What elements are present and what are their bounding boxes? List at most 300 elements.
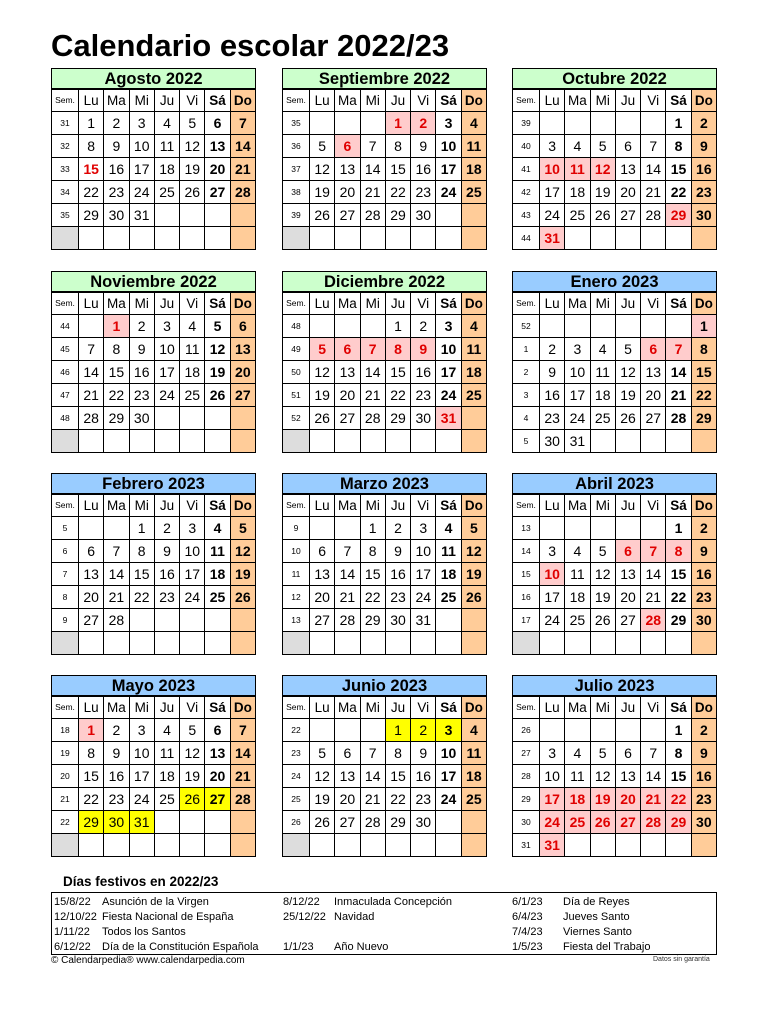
weekday-header: Ma [335, 697, 360, 719]
day-cell: 16 [129, 361, 154, 384]
month-calendar [512, 68, 717, 250]
day-cell [180, 430, 205, 453]
week-number: 44 [52, 315, 79, 338]
day-cell: 21 [79, 384, 104, 407]
weekday-header: Lu [310, 90, 335, 112]
day-cell: 15 [129, 563, 154, 586]
holiday-column [283, 895, 452, 955]
day-cell: 31 [565, 430, 590, 453]
day-cell: 14 [360, 158, 385, 181]
day-cell [154, 430, 179, 453]
weekday-header: Sá [666, 495, 691, 517]
day-cell [310, 430, 335, 453]
day-cell: 16 [691, 158, 716, 181]
day-cell: 30 [691, 204, 716, 227]
day-cell: 7 [360, 135, 385, 158]
day-cell: 2 [385, 517, 410, 540]
holiday-item [512, 925, 650, 940]
day-cell: 5 [180, 112, 205, 135]
day-cell [230, 609, 255, 632]
holiday-item [54, 910, 259, 925]
day-cell: 22 [104, 384, 129, 407]
holiday-item [54, 940, 259, 955]
weekday-header: Do [691, 293, 716, 315]
weekday-header: Ju [615, 697, 640, 719]
holiday-name: Navidad [334, 911, 375, 923]
month-title: Diciembre 2022 [282, 271, 487, 292]
day-cell [230, 834, 255, 857]
day-cell: 14 [230, 742, 255, 765]
day-cell: 2 [691, 719, 716, 742]
day-cell: 22 [385, 181, 410, 204]
day-cell: 3 [411, 517, 436, 540]
day-cell: 21 [641, 788, 666, 811]
day-cell: 13 [641, 361, 666, 384]
day-cell: 18 [154, 765, 179, 788]
day-cell: 26 [230, 586, 255, 609]
day-cell: 29 [666, 609, 691, 632]
day-cell: 6 [615, 540, 640, 563]
day-cell: 18 [205, 563, 230, 586]
week-number: 29 [513, 788, 540, 811]
day-cell [180, 204, 205, 227]
day-cell: 26 [310, 811, 335, 834]
week-number: 12 [283, 586, 310, 609]
day-cell [104, 227, 129, 250]
weekday-header: Ju [615, 90, 640, 112]
month-title: Noviembre 2022 [51, 271, 256, 292]
day-cell: 17 [154, 361, 179, 384]
day-cell [666, 430, 691, 453]
day-cell: 30 [540, 430, 565, 453]
week-number-header: Sem. [52, 90, 79, 112]
weekday-header: Lu [79, 495, 104, 517]
day-cell: 8 [385, 135, 410, 158]
day-cell: 26 [180, 181, 205, 204]
day-cell: 16 [385, 563, 410, 586]
day-cell [154, 204, 179, 227]
day-cell: 23 [691, 788, 716, 811]
month-title: Agosto 2022 [51, 68, 256, 89]
weekday-header: Ju [615, 293, 640, 315]
day-cell: 6 [205, 719, 230, 742]
day-cell: 13 [205, 135, 230, 158]
day-cell [180, 407, 205, 430]
weekday-header: Vi [641, 293, 666, 315]
weekday-header: Do [461, 495, 486, 517]
holiday-name: Fiesta del Trabajo [563, 941, 651, 953]
day-cell [310, 112, 335, 135]
day-cell: 4 [180, 315, 205, 338]
day-cell [205, 609, 230, 632]
day-cell: 18 [461, 158, 486, 181]
month-title: Septiembre 2022 [282, 68, 487, 89]
weekday-header: Do [230, 293, 255, 315]
weekday-header: Vi [641, 495, 666, 517]
day-cell: 14 [104, 563, 129, 586]
day-cell: 17 [436, 158, 461, 181]
day-cell [79, 430, 104, 453]
holiday-name: Día de la Constitución Española [102, 941, 259, 953]
weekday-header: Mi [129, 495, 154, 517]
week-number: 49 [283, 338, 310, 361]
day-cell [615, 227, 640, 250]
day-cell: 17 [180, 563, 205, 586]
day-cell: 27 [230, 384, 255, 407]
weekday-header: Mi [590, 293, 615, 315]
holiday-date: 1/1/23 [283, 941, 314, 953]
month-calendar [282, 675, 487, 857]
day-cell [461, 407, 486, 430]
week-number: 31 [52, 112, 79, 135]
day-cell: 5 [615, 338, 640, 361]
day-cell: 10 [436, 338, 461, 361]
day-cell [641, 315, 666, 338]
day-cell [360, 112, 385, 135]
day-cell [205, 407, 230, 430]
day-cell: 23 [104, 788, 129, 811]
holiday-name: Jueves Santo [563, 911, 630, 923]
day-cell [461, 430, 486, 453]
day-cell: 18 [461, 765, 486, 788]
day-cell: 12 [590, 158, 615, 181]
day-cell: 16 [691, 765, 716, 788]
day-cell: 19 [310, 788, 335, 811]
holiday-item [283, 910, 452, 925]
holiday-name: Viernes Santo [563, 926, 632, 938]
day-cell [615, 315, 640, 338]
day-cell: 26 [310, 407, 335, 430]
day-cell: 1 [666, 517, 691, 540]
day-cell [436, 834, 461, 857]
day-cell [666, 632, 691, 655]
day-cell: 29 [691, 407, 716, 430]
day-cell [104, 834, 129, 857]
day-cell: 1 [360, 517, 385, 540]
weekday-header: Sá [436, 90, 461, 112]
day-cell: 3 [565, 338, 590, 361]
day-cell [154, 227, 179, 250]
day-cell: 15 [385, 765, 410, 788]
day-cell [154, 811, 179, 834]
day-cell: 1 [129, 517, 154, 540]
weekday-header: Ju [385, 90, 410, 112]
day-cell: 11 [461, 135, 486, 158]
day-cell [691, 632, 716, 655]
day-cell [461, 227, 486, 250]
day-cell: 11 [461, 742, 486, 765]
holiday-column [512, 895, 650, 955]
day-cell: 13 [230, 338, 255, 361]
week-number: 22 [283, 719, 310, 742]
day-cell: 27 [335, 407, 360, 430]
day-cell [565, 632, 590, 655]
day-cell [461, 609, 486, 632]
holiday-date: 6/4/23 [512, 911, 543, 923]
day-cell [180, 609, 205, 632]
day-cell: 4 [461, 315, 486, 338]
week-number: 22 [52, 811, 79, 834]
week-number: 18 [52, 719, 79, 742]
day-cell: 15 [666, 158, 691, 181]
day-cell [205, 204, 230, 227]
week-number: 33 [52, 158, 79, 181]
day-cell: 14 [641, 158, 666, 181]
day-cell: 8 [360, 540, 385, 563]
holiday-item [512, 910, 650, 925]
day-cell: 3 [154, 315, 179, 338]
day-cell [691, 430, 716, 453]
day-cell: 8 [79, 135, 104, 158]
week-number: 9 [283, 517, 310, 540]
week-number: 45 [52, 338, 79, 361]
day-cell [411, 632, 436, 655]
day-cell: 7 [79, 338, 104, 361]
week-number [283, 227, 310, 250]
week-number: 21 [52, 788, 79, 811]
day-cell: 23 [411, 788, 436, 811]
day-cell [310, 834, 335, 857]
day-cell [436, 811, 461, 834]
day-cell: 21 [666, 384, 691, 407]
day-cell: 28 [641, 609, 666, 632]
day-cell [360, 834, 385, 857]
week-number: 15 [513, 563, 540, 586]
week-number: 51 [283, 384, 310, 407]
day-cell: 7 [360, 338, 385, 361]
day-cell: 30 [104, 811, 129, 834]
week-number: 39 [283, 204, 310, 227]
week-number: 17 [513, 609, 540, 632]
weekday-header: Mi [590, 495, 615, 517]
day-cell [641, 430, 666, 453]
day-cell: 25 [565, 204, 590, 227]
day-cell: 8 [385, 742, 410, 765]
week-number: 10 [283, 540, 310, 563]
week-number-header: Sem. [52, 697, 79, 719]
week-number: 13 [513, 517, 540, 540]
weekday-header: Lu [540, 697, 565, 719]
weekday-header: Ma [565, 697, 590, 719]
day-cell: 28 [230, 788, 255, 811]
day-cell: 14 [641, 563, 666, 586]
day-cell: 19 [310, 384, 335, 407]
day-cell [540, 517, 565, 540]
day-cell: 10 [129, 742, 154, 765]
footer-copyright: © Calendarpedia® www.calendarpedia.com [51, 955, 245, 966]
holiday-name: Fiesta Nacional de España [102, 911, 234, 923]
day-cell [666, 227, 691, 250]
day-cell: 6 [335, 338, 360, 361]
day-cell [129, 609, 154, 632]
week-number-header: Sem. [513, 90, 540, 112]
weekday-header: Sá [436, 697, 461, 719]
day-cell: 17 [540, 181, 565, 204]
day-cell: 24 [565, 407, 590, 430]
day-cell: 3 [540, 135, 565, 158]
week-number-header: Sem. [513, 293, 540, 315]
day-cell: 12 [590, 765, 615, 788]
day-cell: 20 [641, 384, 666, 407]
week-number: 25 [283, 788, 310, 811]
day-cell [691, 227, 716, 250]
day-cell [666, 834, 691, 857]
weekday-header: Vi [180, 293, 205, 315]
week-number: 42 [513, 181, 540, 204]
day-cell [590, 834, 615, 857]
week-number-header: Sem. [283, 495, 310, 517]
month-title: Febrero 2023 [51, 473, 256, 494]
day-cell: 20 [230, 361, 255, 384]
week-number: 19 [52, 742, 79, 765]
day-cell [129, 632, 154, 655]
day-cell [461, 204, 486, 227]
month-title: Enero 2023 [512, 271, 717, 292]
day-cell: 4 [205, 517, 230, 540]
weekday-header: Do [230, 495, 255, 517]
day-cell [565, 834, 590, 857]
day-cell: 28 [641, 811, 666, 834]
day-cell [180, 632, 205, 655]
day-cell [411, 227, 436, 250]
weekday-header: Do [461, 293, 486, 315]
day-cell [666, 315, 691, 338]
week-number [52, 430, 79, 453]
month-calendar [282, 473, 487, 655]
holidays-list [51, 892, 717, 955]
day-cell [335, 719, 360, 742]
day-cell [230, 632, 255, 655]
day-cell: 9 [154, 540, 179, 563]
day-cell [540, 112, 565, 135]
holiday-name: Asunción de la Virgen [102, 896, 209, 908]
holiday-date: 1/11/22 [54, 926, 90, 938]
day-cell: 19 [590, 586, 615, 609]
day-cell: 17 [436, 361, 461, 384]
week-number: 36 [283, 135, 310, 158]
day-cell: 29 [79, 811, 104, 834]
week-number: 30 [513, 811, 540, 834]
day-cell [104, 517, 129, 540]
day-cell: 9 [411, 135, 436, 158]
day-cell: 13 [310, 563, 335, 586]
day-cell: 10 [411, 540, 436, 563]
day-cell: 22 [385, 788, 410, 811]
day-cell [461, 811, 486, 834]
day-cell: 23 [691, 181, 716, 204]
month-calendar [51, 473, 256, 655]
day-cell: 27 [79, 609, 104, 632]
day-cell: 24 [129, 788, 154, 811]
weekday-header: Lu [540, 90, 565, 112]
day-cell [436, 204, 461, 227]
day-cell: 27 [641, 407, 666, 430]
day-cell [180, 227, 205, 250]
day-cell: 3 [436, 112, 461, 135]
day-cell: 2 [411, 315, 436, 338]
holiday-item [283, 925, 452, 940]
day-cell: 20 [310, 586, 335, 609]
day-cell: 7 [666, 338, 691, 361]
weekday-header: Ma [335, 495, 360, 517]
day-cell: 2 [691, 112, 716, 135]
week-number [513, 632, 540, 655]
day-cell: 14 [641, 765, 666, 788]
weekday-header: Do [691, 90, 716, 112]
day-cell: 10 [540, 563, 565, 586]
day-cell: 10 [540, 158, 565, 181]
day-cell: 15 [385, 158, 410, 181]
day-cell [360, 430, 385, 453]
day-cell: 22 [691, 384, 716, 407]
day-cell [615, 112, 640, 135]
page-title: Calendario escolar 2022/23 [51, 28, 450, 63]
day-cell: 31 [436, 407, 461, 430]
day-cell: 15 [360, 563, 385, 586]
day-cell: 29 [385, 811, 410, 834]
month-title: Octubre 2022 [512, 68, 717, 89]
day-cell [411, 430, 436, 453]
day-cell: 16 [104, 765, 129, 788]
day-cell: 21 [230, 158, 255, 181]
weekday-header: Mi [129, 90, 154, 112]
day-cell: 10 [565, 361, 590, 384]
day-cell: 13 [615, 563, 640, 586]
day-cell [310, 227, 335, 250]
day-cell [205, 834, 230, 857]
week-number-header: Sem. [52, 495, 79, 517]
day-cell: 11 [565, 158, 590, 181]
week-number: 32 [52, 135, 79, 158]
holiday-item [512, 895, 650, 910]
day-cell: 19 [230, 563, 255, 586]
week-number: 8 [52, 586, 79, 609]
day-cell: 7 [360, 742, 385, 765]
weekday-header: Lu [540, 495, 565, 517]
day-cell: 1 [691, 315, 716, 338]
day-cell [590, 112, 615, 135]
day-cell: 12 [180, 135, 205, 158]
day-cell: 14 [666, 361, 691, 384]
week-number: 48 [52, 407, 79, 430]
week-number: 3 [513, 384, 540, 407]
weekday-header: Do [461, 90, 486, 112]
day-cell: 24 [154, 384, 179, 407]
weekday-header: Ma [565, 293, 590, 315]
week-number [283, 632, 310, 655]
footer-disclaimer: Datos sin garantía [653, 956, 710, 963]
day-cell [129, 834, 154, 857]
day-cell [590, 227, 615, 250]
day-cell: 4 [154, 719, 179, 742]
week-number [283, 430, 310, 453]
day-cell: 3 [129, 719, 154, 742]
day-cell: 27 [205, 181, 230, 204]
day-cell: 24 [411, 586, 436, 609]
day-cell: 13 [335, 158, 360, 181]
day-cell: 5 [205, 315, 230, 338]
day-cell: 26 [590, 609, 615, 632]
day-cell: 9 [540, 361, 565, 384]
week-number: 28 [513, 765, 540, 788]
week-number: 43 [513, 204, 540, 227]
weekday-header: Do [691, 697, 716, 719]
day-cell: 5 [180, 719, 205, 742]
day-cell: 15 [385, 361, 410, 384]
day-cell: 28 [230, 181, 255, 204]
weekday-header: Mi [590, 90, 615, 112]
week-number: 24 [283, 765, 310, 788]
